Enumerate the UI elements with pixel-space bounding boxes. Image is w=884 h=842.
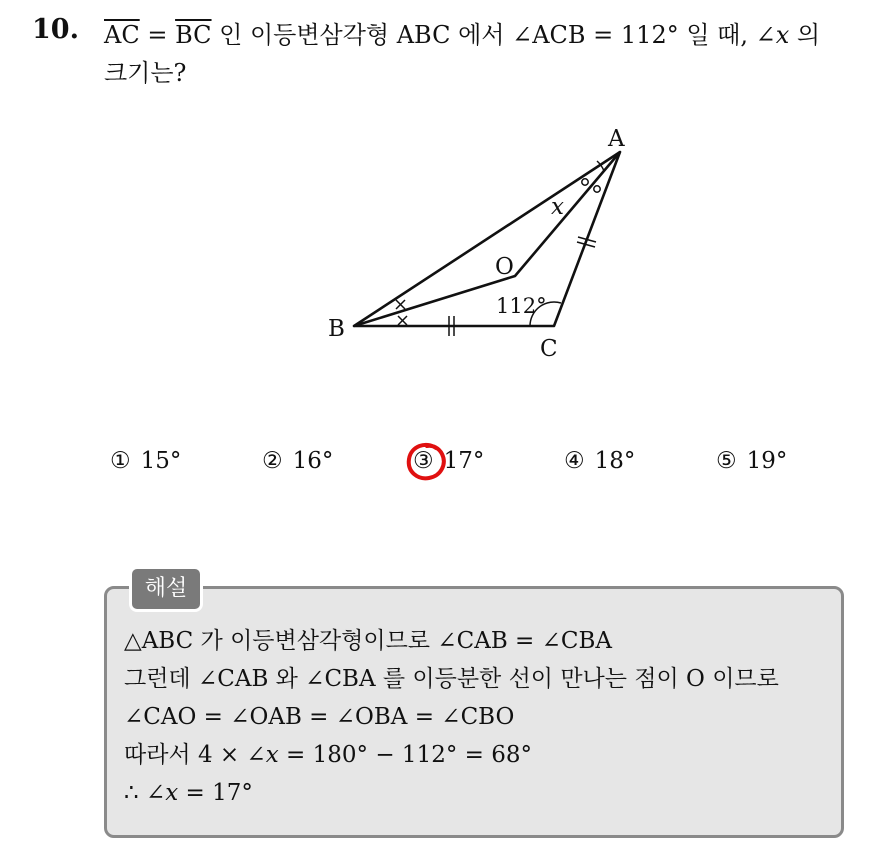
choice-2[interactable] [262, 448, 333, 474]
question-text-part-a: 인 이등변삼각형 ABC 에서 ∠ACB = 112° 일 때, ∠ [211, 21, 776, 49]
angle-mark-b1 [396, 300, 405, 309]
label-a: A [608, 126, 625, 152]
choice-4-mark: ④ [564, 448, 585, 474]
choice-5-text: 19° [746, 448, 788, 474]
question-line-2: 크기는? [104, 59, 187, 87]
explanation-line-5-a: ∴ ∠ [124, 780, 166, 806]
explanation-line-4 [124, 736, 836, 774]
choice-1[interactable] [110, 448, 181, 474]
explanation-line-3: ∠CAO = ∠OAB = ∠OBA = ∠CBO [124, 704, 515, 730]
label-b: B [328, 316, 345, 342]
label-angle-112: 112° [496, 294, 547, 318]
answer-choices [110, 448, 830, 484]
explanation-line-5-x: x [165, 780, 179, 806]
explanation-line-1: △ABC 가 이등변삼각형이므로 ∠CAB = ∠CBA [124, 628, 612, 654]
answer-circle-mark [404, 438, 450, 484]
question-number: 10. [32, 14, 79, 45]
choice-2-text: 16° [292, 448, 334, 474]
explanation-title: 해설 [129, 566, 203, 612]
choice-2-mark: ② [262, 448, 283, 474]
question-line-1 [104, 16, 874, 54]
explanation-line-5 [124, 774, 836, 812]
choice-1-text: 15° [140, 448, 182, 474]
segment-bc: $\overline{BC}$ [175, 21, 212, 49]
choice-5[interactable] [716, 448, 787, 474]
choice-4-text: 18° [594, 448, 636, 474]
angle-mark-a1 [582, 179, 588, 185]
angle-mark-a2 [594, 186, 600, 192]
question-text [104, 16, 874, 92]
variable-x: x [775, 21, 790, 49]
choice-5-mark: ⑤ [716, 448, 737, 474]
label-o: O [495, 254, 514, 280]
explanation-body [124, 622, 836, 812]
explanation-line-2: 그런데 ∠CAB 와 ∠CBA 를 이등분한 선이 만나는 점이 O 이므로 [124, 666, 779, 692]
segment-ac: $\overline{AC}$ [104, 21, 140, 49]
angle-mark-b2 [398, 316, 407, 325]
explanation-line-4-x: x [265, 742, 279, 768]
explanation-line-4-a: 따라서 4 × ∠ [124, 742, 266, 768]
triangle-abc [354, 152, 620, 326]
triangle-diagram [320, 112, 650, 372]
label-c: C [540, 336, 558, 362]
choice-1-mark: ① [110, 448, 131, 474]
explanation-line-4-b: = 180° − 112° = 68° [278, 742, 532, 768]
label-x: x [551, 194, 564, 220]
explanation-line-5-b: = 17° [178, 780, 253, 806]
triangle-figure [320, 112, 650, 372]
equals-sign: = [139, 21, 176, 49]
choice-3-text: 17° [443, 448, 485, 474]
choice-4[interactable] [564, 448, 635, 474]
choice-3-mark: ③ [413, 448, 434, 474]
question-text-part-b: 의 [789, 21, 821, 49]
